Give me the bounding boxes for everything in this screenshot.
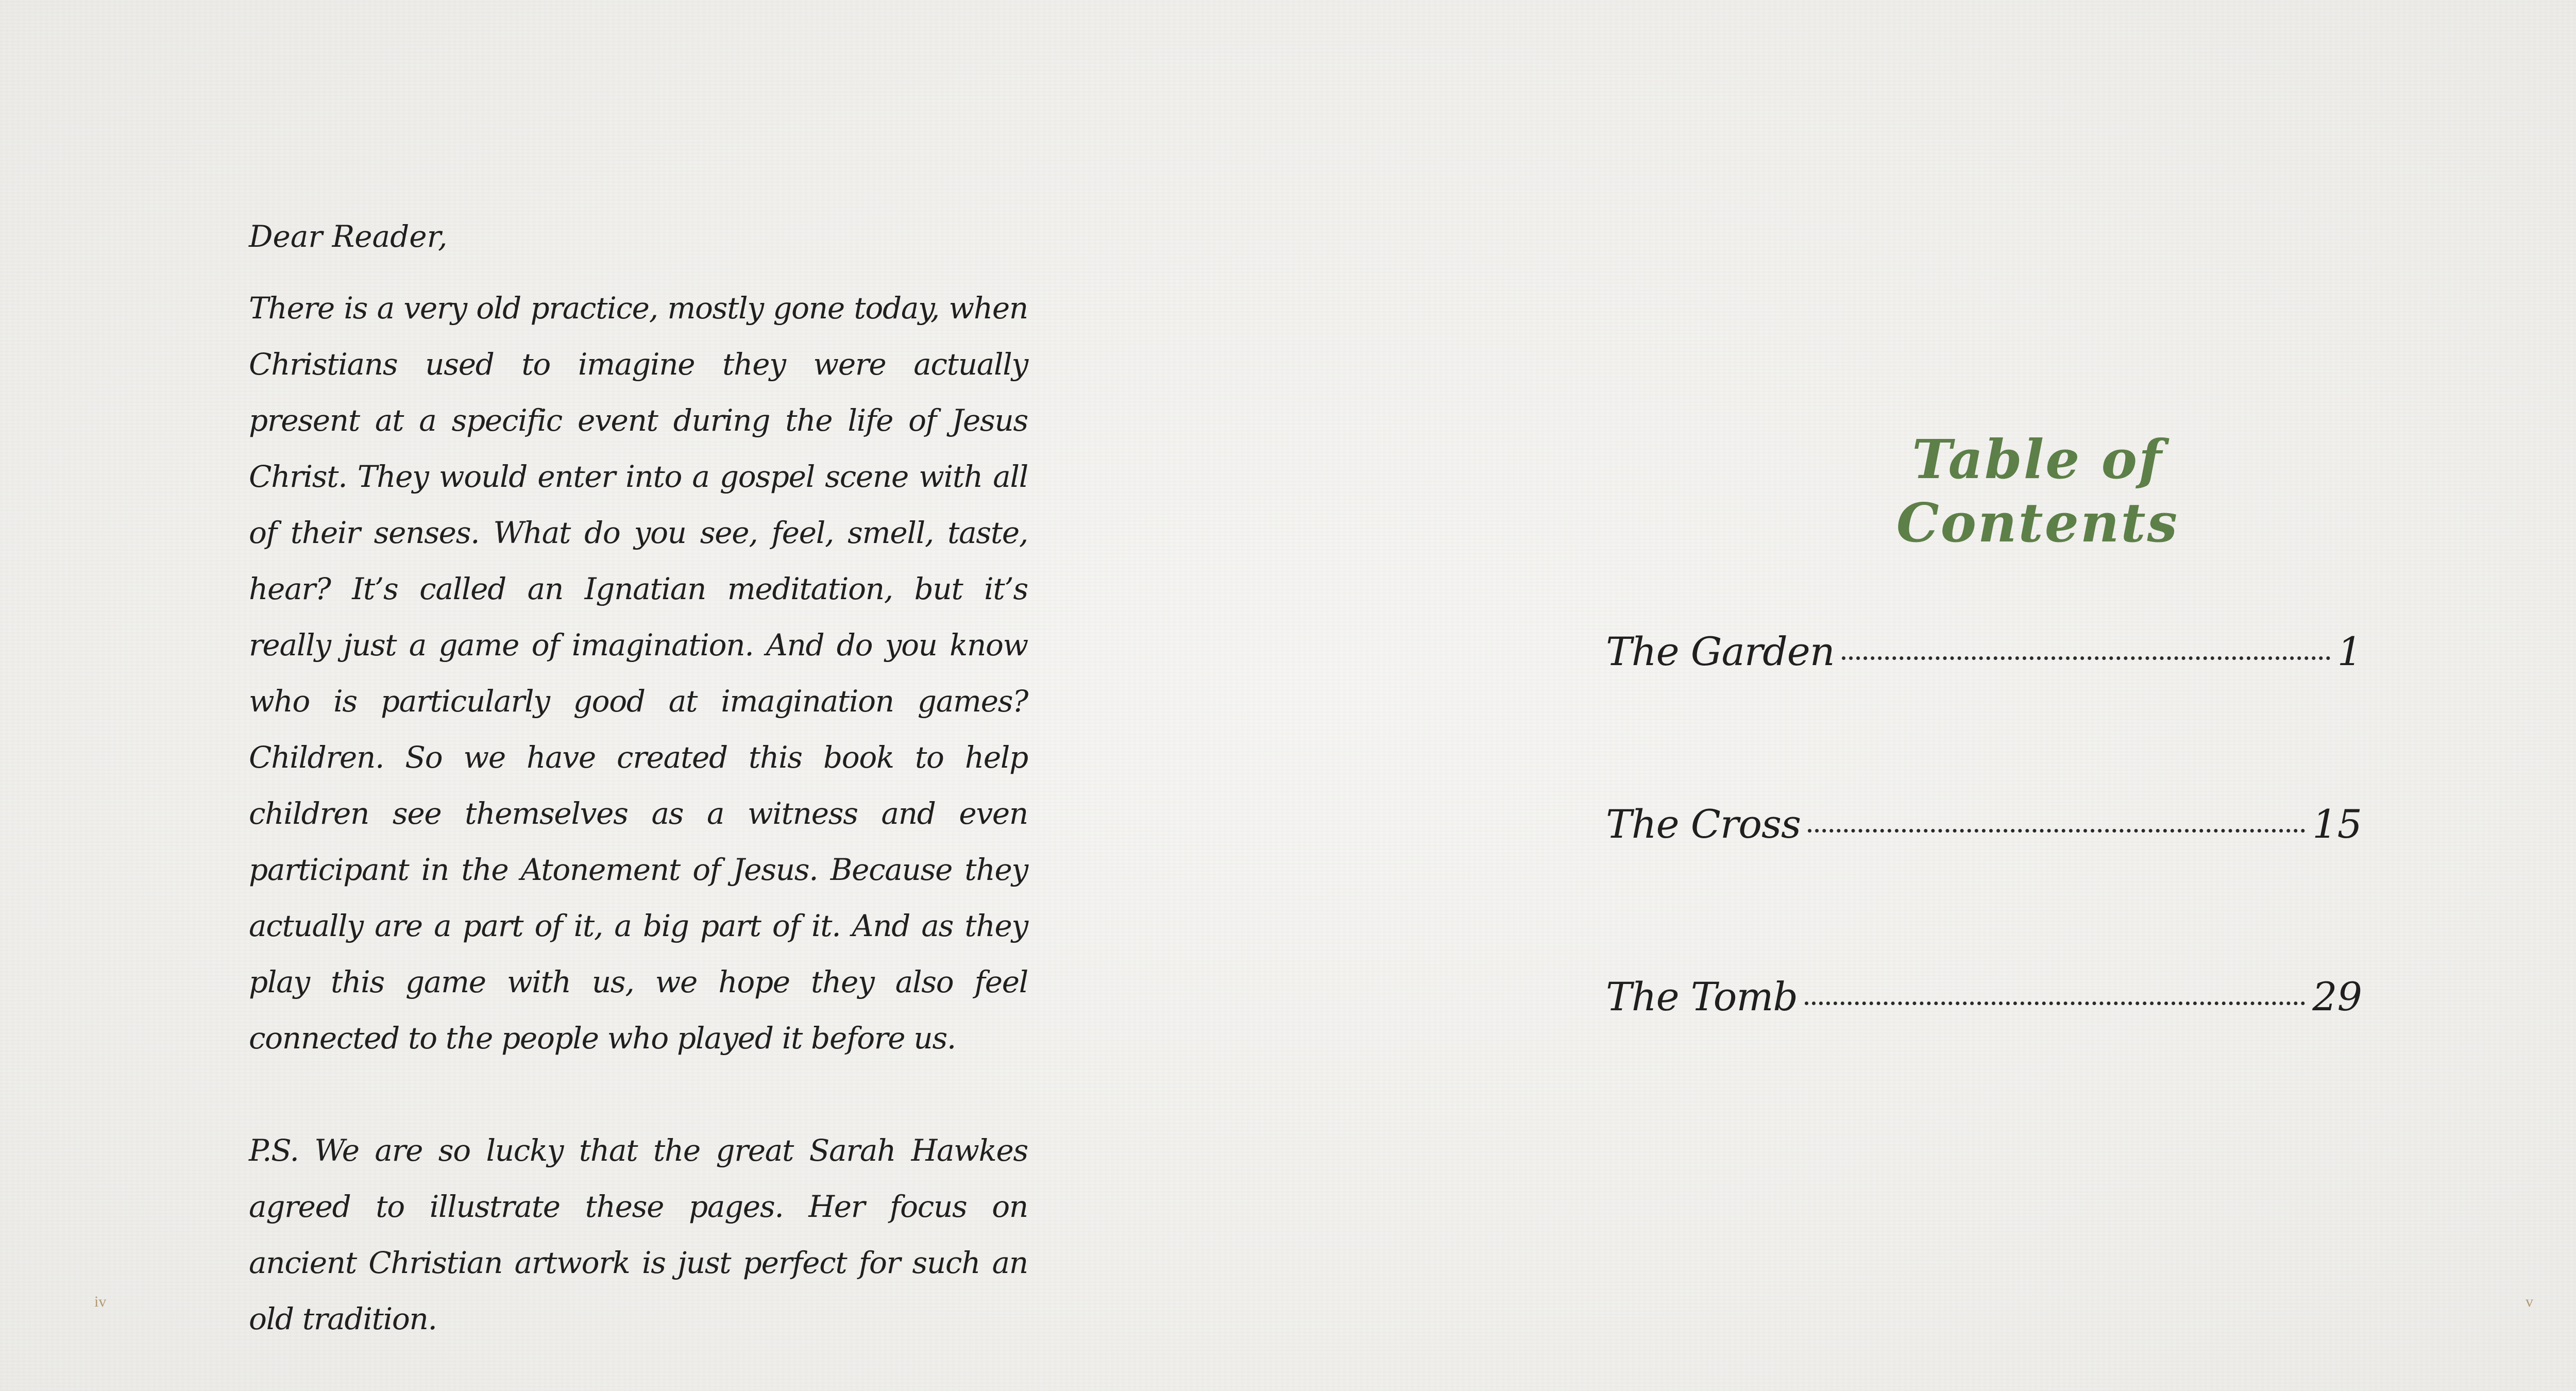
toc-dot-leader <box>1808 829 2305 833</box>
toc-entry-label: The Cross <box>1606 801 1801 847</box>
toc-entry <box>1606 629 2362 701</box>
page-number-left: iv <box>94 1293 107 1310</box>
letter-body: There is a very old practice, mostly gone today, when Christians used to imagine they were actually present at a specific event during the life of Jesus Christ. They would enter into a gospel scene with all of their senses. What do you see, feel, smell, taste, hear? It’s called an Ignatian meditation, but it’s really just a game of imagination. And do you know who is particularly good at imagination games? Children. So we have created this book to help children see themselves as a witness and even participant in the Atonement of Jesus. Because they actually are a part of it, a big part of it. And as they play this game with us, we hope they also feel connected to the people who played it before us. <box>249 291 1028 1056</box>
toc-dot-leader <box>1805 1002 2305 1005</box>
toc-entry <box>1606 801 2362 873</box>
toc-entry-label: The Tomb <box>1606 974 1798 1020</box>
letter-salutation: Dear Reader, <box>249 219 448 254</box>
letter-postscript: P.S. We are so lucky that the great Sarah Hawkes agreed to illustrate these pages. Her focus on ancient Christian artwork is just perfect for such an old tradition. <box>249 1133 1028 1336</box>
toc-list <box>1606 629 2362 1146</box>
toc-title: Table of Contents <box>1896 428 2179 554</box>
toc-entry-page: 15 <box>2312 801 2362 847</box>
toc-dot-leader <box>1842 656 2330 660</box>
letter-to-reader <box>249 209 1028 1347</box>
toc-entry-page: 29 <box>2312 974 2362 1020</box>
toc-entry-page: 1 <box>2337 629 2362 674</box>
toc-entry <box>1606 974 2362 1046</box>
right-page <box>1314 0 2576 1391</box>
page-number-right: v <box>2526 1293 2533 1310</box>
toc-entry-label: The Garden <box>1606 629 1835 674</box>
